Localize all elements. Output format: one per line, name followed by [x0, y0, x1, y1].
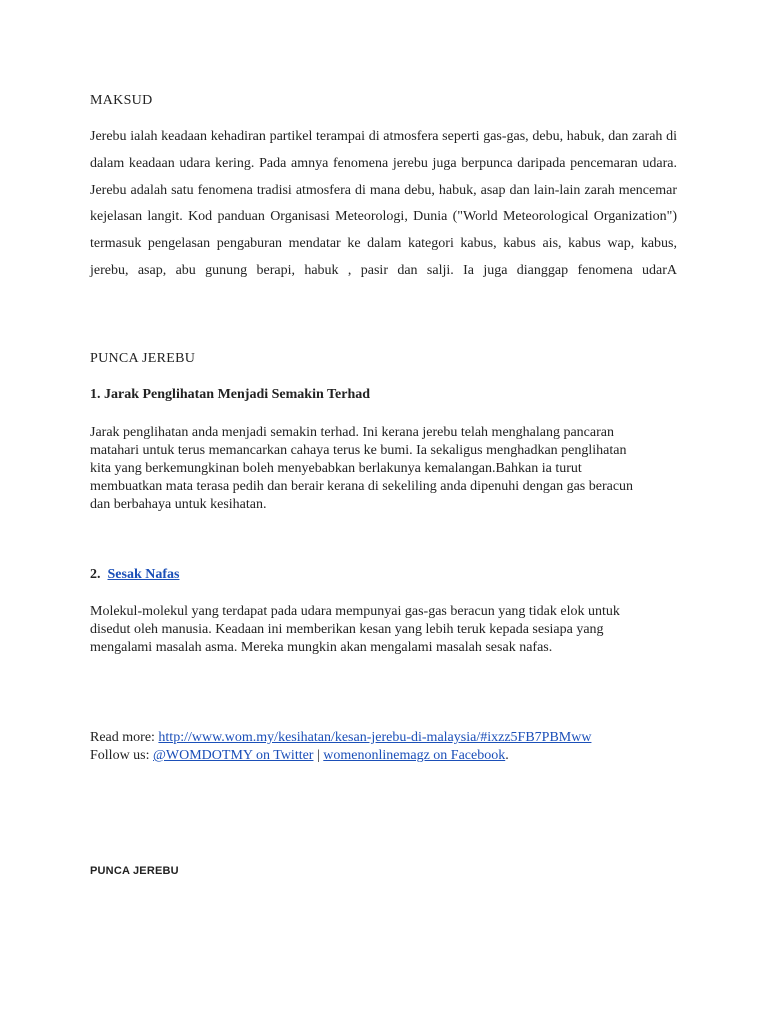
paragraph-line: dan berbahaya untuk kesihatan. [90, 497, 267, 512]
section1-paragraph [90, 424, 690, 514]
footer-heading: PUNCA JEREBU [90, 865, 179, 877]
follow-us-line [90, 747, 690, 765]
section2-number: 2. [90, 567, 101, 582]
section1-title: 1. Jarak Penglihatan Menjadi Semakin Terhad [90, 387, 371, 402]
maksud-paragraph [90, 124, 677, 285]
read-more-line [90, 729, 690, 747]
maksud-paragraph-text: Jerebu ialah keadaan kehadiran partikel terampai di atmosfera seperti gas-gas, debu, habuk, dan zarah di dalam keadaan udara kering. Pada amnya fenomena jerebu juga berpunca daripada pencemaran udara. Jerebu adalah satu fenomena tradisi atmosfera di mana debu, habuk, asap dan lain-lain zarah mencemar kejelasan langit. Kod panduan Organisasi Meteorologi, Dunia ("World Meteorological Organization") termasuk pengelasan pengaburan mendatar ke dalam kategori kabus, kabus ais, kabus wap, kabus, jerebu, asap, abu gunung berapi, habuk , pasir dan salji. Ia juga dianggap fenomena udarA [90, 129, 677, 278]
paragraph-line: Molekul-molekul yang terdapat pada udara mempunyai gas-gas beracun yang tidak elok untuk [90, 604, 620, 619]
follow-us-label: Follow us: [90, 748, 154, 763]
facebook-link[interactable]: womenonlinemagz on Facebook [323, 748, 506, 763]
heading-maksud: MAKSUD [90, 93, 153, 108]
section2-paragraph [90, 603, 690, 657]
heading-punca-jerebu: PUNCA JEREBU [90, 351, 196, 366]
read-more-link[interactable]: http://www.wom.my/kesihatan/kesan-jerebu-di-malaysia/#ixzz5FB7PBMww [158, 730, 592, 745]
read-more-label: Read more: [90, 730, 159, 745]
paragraph-line: kita yang berkemungkinan boleh menyebabkan berlakunya kemalangan.Bahkan ia turut [90, 461, 582, 476]
section2-title [90, 567, 179, 583]
paragraph-line: matahari untuk terus memancarkan cahaya terus ke bumi. Ia sekaligus menghadkan penglihatan [90, 443, 627, 458]
sesak-nafas-link[interactable]: Sesak Nafas [107, 567, 180, 582]
separator: | [313, 748, 324, 763]
paragraph-line: Jarak penglihatan anda menjadi semakin terhad. Ini kerana jerebu telah menghalang pancaran [90, 425, 614, 440]
follow-us-end: . [505, 748, 509, 763]
twitter-link[interactable]: @WOMDOTMY on Twitter [153, 748, 314, 763]
paragraph-line: disedut oleh manusia. Keadaan ini memberikan kesan yang lebih teruk kepada sesiapa yang [90, 622, 604, 637]
paragraph-line: mengalami masalah asma. Mereka mungkin akan mengalami masalah sesak nafas. [90, 640, 553, 655]
paragraph-line: membuatkan mata terasa pedih dan berair kerana di sekeliling anda dipenuhi dengan gas beracun [90, 479, 634, 494]
